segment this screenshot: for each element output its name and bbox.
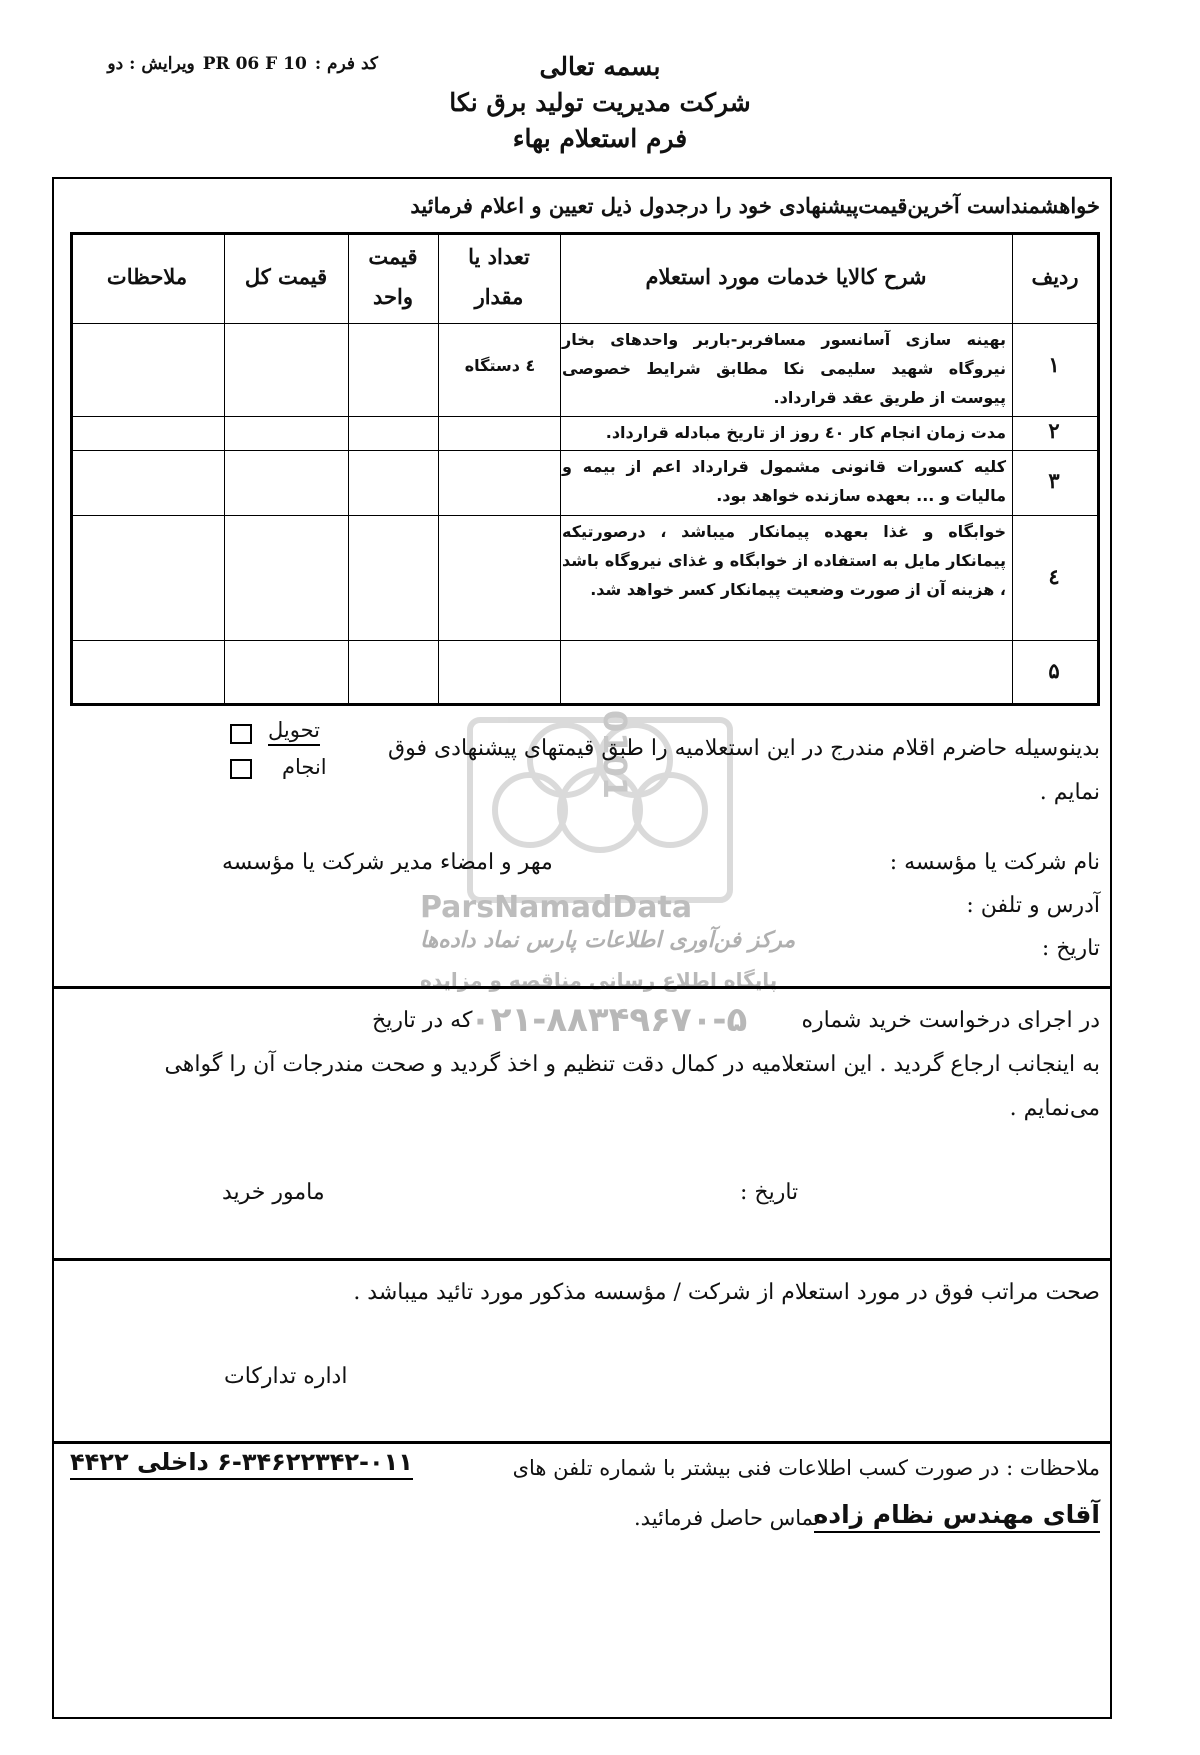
form-code-label: کد فرم : (314, 54, 378, 74)
company-name: شرکت مدیریت تولید برق نکا (449, 88, 751, 117)
row-number: ۲ (1048, 418, 1060, 443)
row-divider (70, 640, 1100, 641)
header-unit-2: واحد (373, 284, 413, 309)
stamp-signature-label: مهر و امضاء مدیر شرکت یا مؤسسه (222, 850, 553, 875)
row-divider (70, 515, 1100, 516)
row-description: بهینه سازی آسانسور مسافربر-باربر واحدهای بخار نیروگاه شهید سلیمی نکا مطابق شرایط خصوصی پیوست از طریق عقد قرارداد. (562, 330, 1006, 407)
section-divider (52, 986, 1112, 989)
row-number: ۳ (1048, 468, 1060, 493)
row-description: کلیه کسورات قانونی مشمول قرارداد اعم از بیمه و مالیات و ... بعهده سازنده خواهد بود. (562, 457, 1006, 505)
row-quantity: ٤ دستگاه (464, 356, 536, 375)
intro-text: خواهشمنداست آخرین‌قیمت‌پیشنهادی خود را درجدول ذیل تعیین و اعلام فرمائید (410, 193, 1100, 218)
purchase-officer-label: مامور خرید (222, 1180, 325, 1205)
form-edition: ویرایش : دو (107, 54, 195, 74)
deliver-checkbox[interactable] (230, 724, 252, 744)
purchase-request-text: در اجرای درخواست خرید شماره (801, 1008, 1100, 1033)
form-title: فرم استعلام بهاء (512, 124, 688, 153)
row-description: مدت زمان انجام کار ٤٠ روز از تاریخ مبادله قرارداد. (605, 423, 1006, 442)
row-divider (70, 323, 1100, 324)
commit-line-2: نمایم . (1039, 780, 1100, 805)
watermark-phone: ۰۲۱-۸۸۳۴۹۶۷۰-۵ (470, 1000, 748, 1040)
perform-checkbox[interactable] (230, 759, 252, 779)
form-code (78, 54, 378, 74)
col-divider (224, 232, 225, 706)
col-divider (560, 232, 561, 706)
address-phone-label: آدرس و تلفن : (966, 893, 1100, 918)
header-basmala: بسمه تعالی (539, 52, 661, 81)
contact-person: آقای مهندس نظام زاده (814, 1500, 1100, 1533)
row-number: ۵ (1048, 658, 1060, 683)
watermark-persian: مرکز فن‌آوری اطلاعات پارس نماد داده‌ها (420, 928, 796, 953)
row-number: ٤ (1048, 564, 1060, 589)
row-divider (70, 416, 1100, 417)
col-divider (348, 232, 349, 706)
purchase-date-label: تاریخ : (740, 1180, 799, 1205)
signature-date-label: تاریخ : (1041, 936, 1100, 961)
watermark-sub: پایگاه اطلاع رسانی مناقصه و مزایده (420, 968, 778, 992)
commit-line-1: بدینوسیله حاضرم اقلام مندرج در این استعلامیه را طبق قیمتهای پیشنهادی فوق (388, 736, 1100, 761)
watermark-brand: ParsNamadData (420, 890, 693, 925)
row-number: ۱ (1048, 352, 1060, 377)
header-total: قیمت کل (244, 264, 328, 289)
company-name-label: نام شرکت یا مؤسسه : (889, 850, 1100, 875)
section-divider (52, 1441, 1112, 1444)
procurement-dept-label: اداره تدارکات (224, 1364, 348, 1389)
header-unit-1: قیمت (368, 244, 418, 269)
deliver-label: تحویل (268, 718, 320, 746)
contact-phone: ۶-۳۴۶۲۲۳۴۲-۰۱۱ داخلی ۴۴۲۲ (70, 1448, 413, 1480)
section-divider (52, 1258, 1112, 1261)
perform-label: انجام (282, 755, 327, 779)
purchase-line-3: می‌نمایم . (1009, 1096, 1100, 1121)
watermark-digits: 0101 (596, 710, 634, 800)
header-notes: ملاحظات (106, 264, 188, 289)
notes-prefix: ملاحظات : در صورت کسب اطلاعات فنی بیشتر با شماره تلفن های (512, 1456, 1100, 1480)
row-description: خوابگاه و غذا بعهده پیمانکار میباشد ، درصورتیکه پیمانکار مایل به استفاده از خوابگاه و غذای نیروگاه باشد ، هزینه آن از صورت وضعیت پیمانکار کسر خواهد شد. (562, 522, 1006, 599)
header-row: ردیف (1031, 264, 1079, 289)
header-desc: شرح کالایا خدمات مورد استعلام (645, 264, 927, 289)
col-divider (438, 232, 439, 706)
purchase-date-text: که در تاریخ (372, 1008, 473, 1033)
row-divider (70, 450, 1100, 451)
header-qty-1: تعداد یا (468, 244, 530, 269)
approval-text: صحت مراتب فوق در مورد استعلام از شرکت / مؤسسه مذکور مورد تائید میباشد . (353, 1280, 1100, 1305)
form-code-value: PR 06 F 10 (202, 54, 307, 74)
notes-suffix: تماس حاصل فرمائید. (634, 1506, 820, 1530)
purchase-line-2: به اینجانب ارجاع گردید . این استعلامیه در کمال دقت تنظیم و اخذ گردید و صحت مندرجات آن را گواهی (164, 1052, 1100, 1077)
header-qty-2: مقدار (474, 284, 524, 309)
